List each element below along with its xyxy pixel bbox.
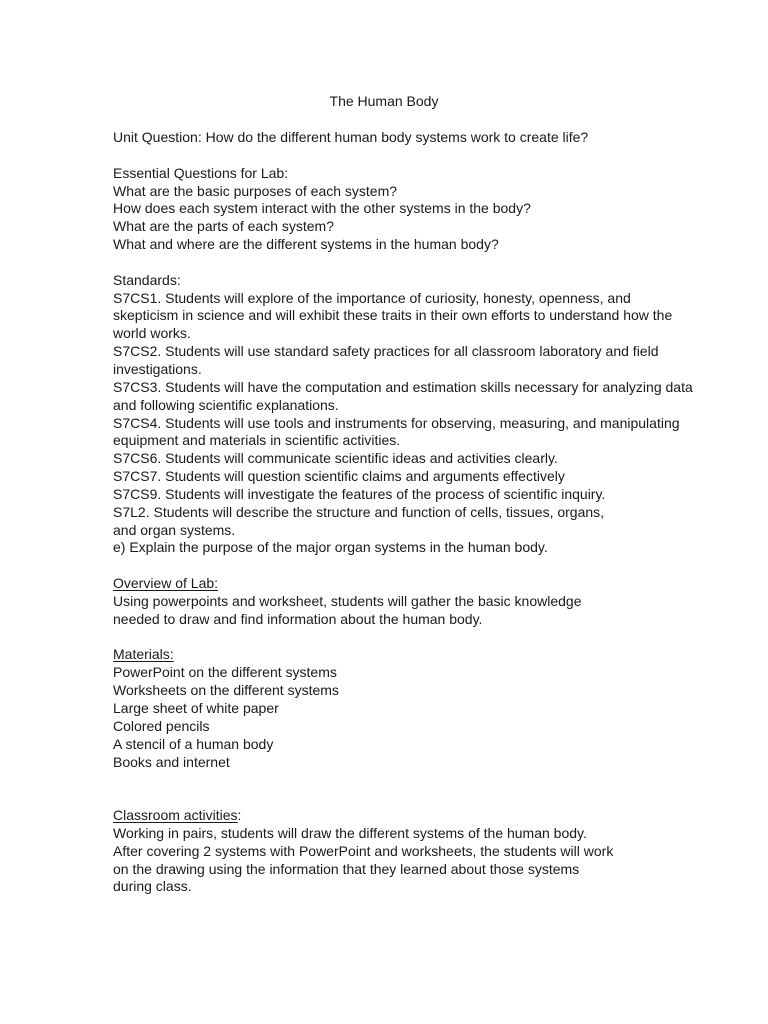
classroom-activities-heading: Classroom activities	[113, 807, 238, 824]
essential-question: What and where are the different systems in the human body?	[113, 236, 499, 253]
standards-heading: Standards:	[113, 271, 181, 288]
classroom-activities-line: After covering 2 systems with PowerPoint and worksheets, the students will work	[113, 842, 614, 859]
essential-questions-list	[113, 183, 753, 254]
essential-questions-section	[113, 165, 753, 254]
overview-line: Using powerpoints and worksheet, students will gather the basic knowledge	[113, 592, 582, 609]
standards-line: skepticism in science and will exhibit these traits in their own efforts to understand how the	[113, 307, 673, 324]
materials-heading: Materials:	[113, 646, 174, 663]
standards-line: S7CS1. Students will explore of the importance of curiosity, honesty, openness, and	[113, 289, 631, 306]
unit-question: Unit Question: How do the different human body systems work to create life?	[113, 129, 589, 145]
standards-line: S7CS4. Students will use tools and instruments for observing, measuring, and manipulating	[113, 414, 680, 431]
material-item: PowerPoint on the different systems	[113, 664, 337, 681]
material-item: Large sheet of white paper	[113, 700, 279, 716]
classroom-activities-section	[113, 807, 753, 896]
material-item: Books and internet	[113, 753, 230, 770]
materials-section	[113, 646, 753, 771]
material-item: A stencil of a human body	[113, 735, 274, 752]
essential-question: What are the basic purposes of each system?	[113, 182, 398, 199]
material-item: Worksheets on the different systems	[113, 682, 339, 699]
document-title: The Human Body	[329, 93, 439, 109]
standards-section	[113, 272, 753, 558]
classroom-activities-line: Working in pairs, students will draw the different systems of the human body.	[113, 824, 587, 841]
standards-line: and organ systems.	[113, 521, 236, 538]
classroom-activities-line: on the drawing using the information that they learned about those systems	[113, 860, 580, 877]
standards-line: S7L2. Students will describe the structure and function of cells, tissues, organs,	[113, 503, 605, 520]
standards-line: equipment and materials in scientific activities.	[113, 432, 401, 449]
essential-question: How does each system interact with the other systems in the body?	[113, 200, 531, 217]
standards-line: S7CS9. Students will investigate the features of the process of scientific inquiry.	[113, 485, 606, 502]
essential-questions-heading: Essential Questions for Lab:	[113, 164, 289, 181]
classroom-activities-heading-colon: :	[237, 807, 242, 824]
overview-heading: Overview of Lab:	[113, 575, 219, 592]
standards-line: and following scientific explanations.	[113, 396, 339, 413]
document-body	[113, 129, 753, 896]
standards-line: e) Explain the purpose of the major organ systems in the human body.	[113, 539, 548, 556]
overview-section	[113, 575, 753, 629]
material-item: Colored pencils	[113, 717, 210, 734]
overview-line: needed to draw and find information about the human body.	[113, 610, 483, 627]
standards-line: investigations.	[113, 360, 202, 377]
essential-question: What are the parts of each system?	[113, 218, 334, 235]
standards-line: S7CS2. Students will use standard safety practices for all classroom laboratory and field	[113, 343, 659, 360]
standards-line: S7CS6. Students will communicate scientific ideas and activities clearly.	[113, 450, 558, 467]
standards-line: S7CS3. Students will have the computation and estimation skills necessary for analyzing data	[113, 378, 693, 395]
materials-list	[113, 664, 753, 771]
classroom-activities-line: during class.	[113, 878, 192, 895]
standards-line: S7CS7. Students will question scientific claims and arguments effectively	[113, 468, 565, 485]
standards-line: world works.	[113, 325, 191, 342]
